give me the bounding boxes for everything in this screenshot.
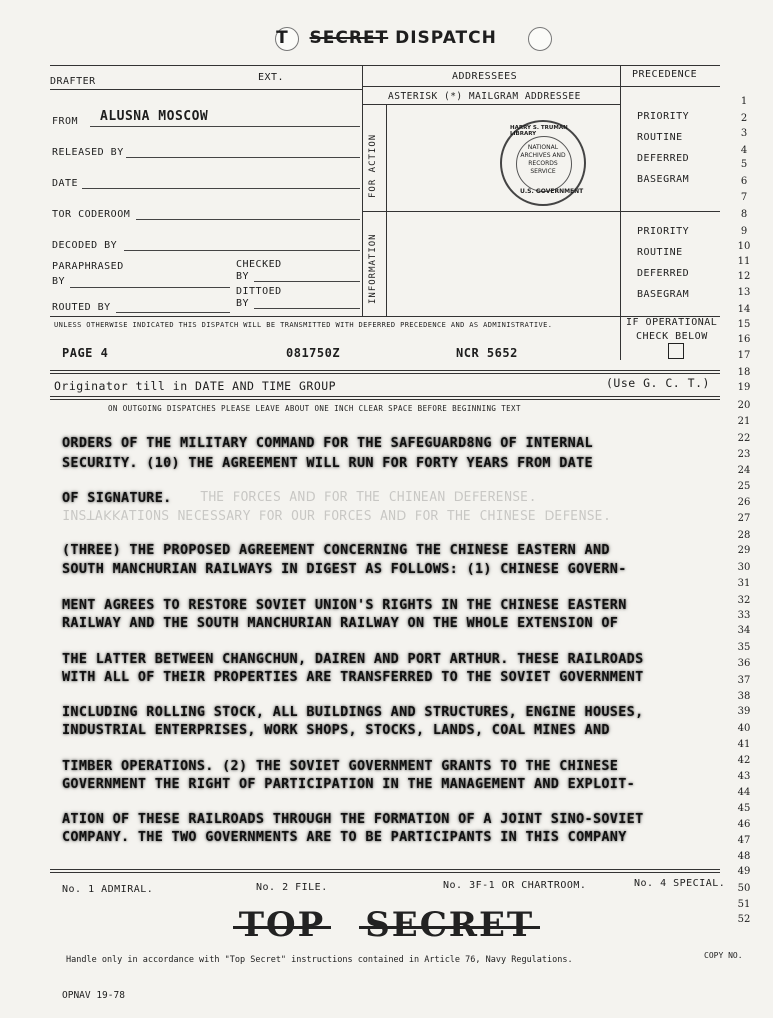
- line-number: 22: [737, 433, 751, 444]
- date-time-group: 081750Z: [286, 346, 341, 360]
- released-by-line: [126, 157, 360, 158]
- stamp-line2: ARCHIVES AND: [520, 152, 566, 159]
- outgoing-dispatch-notice: ON OUTGOING DISPATCHES PLEASE LEAVE ABOUT ONE INCH CLEAR SPACE BEFORE BEGINNING TEXT: [108, 404, 521, 413]
- line-number: 43: [737, 771, 751, 782]
- line-number: 7: [740, 192, 748, 203]
- copy-number-label: COPY NO.: [704, 951, 743, 960]
- unless-otherwise-notice: UNLESS OTHERWISE INDICATED THIS DISPATCH WILL BE TRANSMITTED WITH DEFERRED PRECEDENCE AND AS ADMINISTRATIVE.: [54, 321, 553, 329]
- line-number: 38: [737, 691, 751, 702]
- header-row-rule: [50, 89, 362, 90]
- originator-bottom-rule: [50, 396, 720, 400]
- date-label: DATE: [52, 178, 79, 189]
- line-number: 51: [737, 899, 751, 910]
- stamp-line3: RECORDS: [528, 160, 558, 167]
- line-number: 2: [740, 113, 748, 124]
- line-number: 28: [737, 530, 751, 541]
- line-number: 44: [737, 787, 751, 798]
- tor-coderoom-label: TOR CODEROOM: [52, 209, 131, 220]
- body-line-13: GOVERNMENT THE RIGHT OF PARTICIPATION IN THE MANAGEMENT AND EXPLOIT-: [62, 776, 636, 792]
- document-title: T SECRET DISPATCH: [276, 28, 497, 48]
- body-line-4: (THREE) THE PROPOSED AGREEMENT CONCERNING THE CHINESE EASTERN AND: [62, 542, 610, 558]
- paraphrased-by-label: BY: [52, 276, 66, 287]
- banner-word-secret: SECRET: [365, 905, 535, 945]
- distribution-file: No. 2 FILE.: [256, 882, 328, 893]
- mailgram-label: ASTERISK (*) MAILGRAM ADDRESSEE: [388, 91, 581, 102]
- distribution-top-rule: [50, 869, 720, 873]
- line-number: 19: [737, 382, 751, 393]
- paraphrased-label: PARAPHRASED: [52, 261, 124, 272]
- from-line: [90, 126, 360, 127]
- precedence-left-rule: [620, 65, 621, 360]
- line-number: 5: [740, 159, 748, 170]
- archives-stamp: [500, 120, 586, 206]
- line-number: 18: [737, 367, 751, 378]
- body-line-15: COMPANY. THE TWO GOVERNMENTS ARE TO BE PARTICIPANTS IN THIS COMPANY: [62, 829, 627, 845]
- stamp-ring-top: HARRY S. TRUMAN LIBRARY: [510, 125, 568, 137]
- line-number: 46: [737, 819, 751, 830]
- originator-top-rule: [50, 370, 720, 374]
- line-number: 49: [737, 866, 751, 877]
- line-number: 3: [740, 128, 748, 139]
- line-number: 15: [737, 319, 751, 330]
- check-below-label: CHECK BELOW: [636, 331, 708, 342]
- line-number: 8: [740, 209, 748, 220]
- for-action-label: FOR ACTION: [368, 133, 378, 198]
- decoded-by-line: [124, 250, 360, 251]
- line-number: 11: [737, 256, 751, 267]
- ext-label: EXT.: [258, 72, 285, 83]
- line-number: 13: [737, 287, 751, 298]
- ncr-number: NCR 5652: [456, 346, 518, 360]
- line-number: 4: [740, 145, 748, 156]
- line-number: 21: [737, 416, 751, 427]
- operational-checkbox[interactable]: [668, 343, 684, 359]
- label-column-rule: [386, 104, 387, 316]
- line-number: 12: [737, 271, 751, 282]
- line-number: 29: [737, 545, 751, 556]
- line-number: 9: [740, 226, 748, 237]
- tor-coderoom-line: [136, 219, 360, 220]
- distribution-admiral: No. 1 ADMIRAL.: [62, 884, 154, 895]
- line-number: 30: [737, 562, 751, 573]
- info-deferred-label: DEFERRED: [637, 268, 690, 279]
- line-number: 47: [737, 835, 751, 846]
- body-line-9: WITH ALL OF THEIR PROPERTIES ARE TRANSFERRED TO THE SOVIET GOVERNMENT: [62, 669, 644, 685]
- distribution-special: No. 4 SPECIAL.: [634, 878, 726, 889]
- body-line-12: TIMBER OPERATIONS. (2) THE SOVIET GOVERNMENT GRANTS TO THE CHINESE: [62, 758, 619, 774]
- date-line: [82, 188, 360, 189]
- line-number: 23: [737, 449, 751, 460]
- line-number: 20: [737, 400, 751, 411]
- info-priority-label: PRIORITY: [637, 226, 690, 237]
- precedence-label: PRECEDENCE: [632, 69, 698, 80]
- body-line-8: THE LATTER BETWEEN CHANGCHUN, DAIREN AND PORT ARTHUR. THESE RAILROADS: [62, 651, 644, 667]
- line-number: 50: [737, 883, 751, 894]
- body-line-2: SECURITY. (10) THE AGREEMENT WILL RUN FOR FORTY YEARS FROM DATE: [62, 455, 593, 471]
- body-line-1: ORDERS OF THE MILITARY COMMAND FOR THE SAFEGUARD8NG OF INTERNAL: [62, 435, 593, 451]
- line-number: 45: [737, 803, 751, 814]
- body-line-5: SOUTH MANCHURIAN RAILWAYS IN DIGEST AS FOLLOWS: (1) CHINESE GOVERN-: [62, 561, 627, 577]
- stamp-line4: SERVICE: [530, 168, 556, 175]
- stamp-line1: NATIONAL: [527, 144, 559, 151]
- line-number: 24: [737, 465, 751, 476]
- dittoed-by-label: BY: [236, 298, 250, 309]
- body-line-14: ATION OF THESE RAILROADS THROUGH THE FORMATION OF A JOINT SINO-SOVIET: [62, 811, 644, 827]
- from-label: FROM: [52, 116, 79, 127]
- line-number: 48: [737, 851, 751, 862]
- body-line-11: INDUSTRIAL ENTERPRISES, WORK SHOPS, STOCKS, LANDS, COAL MINES AND: [62, 722, 610, 738]
- body-line-6: MENT AGREES TO RESTORE SOVIET UNION'S RIGHTS IN THE CHINESE EASTERN: [62, 597, 627, 613]
- line-number: 40: [737, 723, 751, 734]
- paraphrased-by-line: [70, 287, 230, 288]
- handling-instruction: Handle only in accordance with "Top Secret" instructions contained in Article 76, Navy Regulations.: [66, 955, 573, 965]
- mailgram-rule: [362, 104, 620, 105]
- drafter-label: DRAFTER: [50, 76, 96, 87]
- action-routine-label: ROUTINE: [637, 132, 683, 143]
- action-basegram-label: BASEGRAM: [637, 174, 690, 185]
- line-number: 41: [737, 739, 751, 750]
- body-line-3: OF SIGNATURE.: [62, 490, 172, 506]
- line-number: 27: [737, 513, 751, 524]
- bleed-through-line-2: .ƎƧИƎꟻƎᗡ ƎƧƎИIHƆ ƎHT ЯOꟻ ᗡИA ƧƎƆЯOꟻ ЯUO ЯOꟻ YЯAƧƧƎƆƎИ ƧИOITAꓘꓘAꓕƧИI: [62, 509, 611, 524]
- addressee-left-rule: [362, 65, 363, 316]
- addressees-label: ADDRESSEES: [452, 71, 518, 82]
- body-line-10: INCLUDING ROLLING STOCK, ALL BUILDINGS AND STRUCTURES, ENGINE HOUSES,: [62, 704, 644, 720]
- page-number: PAGE 4: [62, 346, 109, 360]
- precedence-header-rule: [620, 86, 720, 87]
- banner-word-top: TOP: [238, 905, 326, 945]
- dittoed-label: DITTOED: [236, 286, 282, 297]
- decoded-by-label: DECODED BY: [52, 240, 118, 251]
- line-number: 14: [737, 304, 751, 315]
- line-number: 10: [737, 241, 751, 252]
- line-number: 39: [737, 706, 751, 717]
- action-info-rule: [362, 211, 720, 212]
- bleed-through-line-1: .ƎƧИƎЯƎꟻƎᗡ ИAƎИIHƆ ƎHT ЯOꟻ ᗡИA ƧƎƆЯOꟻ ƎHT: [200, 490, 537, 505]
- use-gct-note: (Use G. C. T.): [606, 376, 710, 390]
- stamp-ring-bottom: U.S. GOVERNMENT: [520, 188, 584, 195]
- line-number: 31: [737, 578, 751, 589]
- routed-by-label: ROUTED BY: [52, 302, 111, 313]
- line-number: 52: [737, 914, 751, 925]
- dittoed-by-line: [254, 308, 360, 309]
- addressee-header-rule: [362, 86, 620, 87]
- routed-by-line: [116, 312, 230, 313]
- line-number: 6: [740, 176, 748, 187]
- line-number: 35: [737, 642, 751, 653]
- checked-label: CHECKED: [236, 259, 282, 270]
- line-number: 25: [737, 481, 751, 492]
- body-line-7: RAILWAY AND THE SOUTH MANCHURIAN RAILWAY ON THE WHOLE EXTENSION OF: [62, 615, 619, 631]
- originator-instruction: Originator till in DATE AND TIME GROUP: [54, 379, 337, 393]
- info-basegram-label: BASEGRAM: [637, 289, 690, 300]
- from-value: ALUSNA MOSCOW: [100, 109, 209, 124]
- line-number: 1: [740, 96, 748, 107]
- line-number: 37: [737, 675, 751, 686]
- released-by-label: RELEASED BY: [52, 147, 124, 158]
- line-number: 17: [737, 350, 751, 361]
- line-number: 16: [737, 334, 751, 345]
- line-number: 32: [737, 595, 751, 606]
- classification-banner: [0, 905, 773, 945]
- action-priority-label: PRIORITY: [637, 111, 690, 122]
- line-number: 33: [737, 610, 751, 621]
- action-deferred-label: DEFERRED: [637, 153, 690, 164]
- form-number: OPNAV 19-78: [62, 990, 125, 1001]
- information-label: INFORMATION: [368, 233, 378, 304]
- checked-by-line: [254, 281, 360, 282]
- if-operational-label: IF OPERATIONAL: [626, 317, 718, 328]
- distribution-chartroom: No. 3F-1 OR CHARTROOM.: [443, 880, 587, 891]
- checked-by-label: BY: [236, 271, 250, 282]
- line-number: 26: [737, 497, 751, 508]
- line-number: 34: [737, 625, 751, 636]
- line-number: 42: [737, 755, 751, 766]
- line-number: 36: [737, 658, 751, 669]
- info-routine-label: ROUTINE: [637, 247, 683, 258]
- title-struck-word: SECRET: [309, 28, 389, 48]
